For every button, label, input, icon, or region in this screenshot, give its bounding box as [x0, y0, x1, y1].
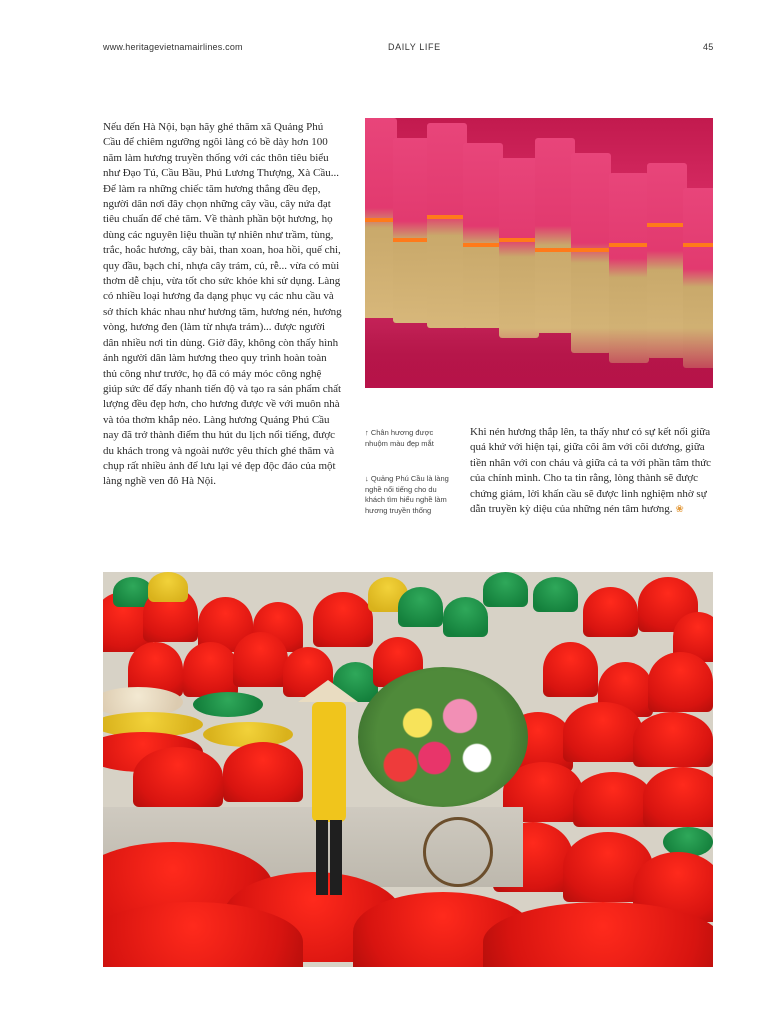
site-url: www.heritagevietnamairlines.com: [103, 42, 243, 52]
article-column-1: Nếu đến Hà Nội, bạn hãy ghé thăm xã Quảng Phú Cầu để chiêm ngưỡng ngôi làng có bề dày hơn 100 năm làm hương truyền thống với các thôn tiêu biểu như Đạo Tú, Cầu Bầu, Phú Lương Thượng, Xà Cầu... Để làm ra những chiếc tăm hương thẳng đều đẹp, người dân nơi đây chọn những cây vầu, cây nứa đạt tiêu chuẩn để chẻ tăm. Về thành phần bột hương, họ dùng các nguyên liệu thuần tự nhiên như trầm, tùng, trắc, hoắc hương, cây bài, than xoan, hoa hồi, quế chi, quy đầu, bạch chỉ, nhựa cây trám, củ, rễ... vừa có mùi thơm dễ chịu, vừa tốt cho sức khỏe khi sử dụng. Làng có nhiều loại hương đa dạng phục vụ các nhu cầu và sở thích khác nhau như hương tăm, hương nén, hương vòng, hương đen (làm từ nhựa trám)... được người dân nhiều nơi tin dùng. Giờ đây, không còn thấy hình ảnh người dân làm hương theo quy trình hoàn toàn thủ công như trước, họ đã có máy móc công nghệ giúp sức để đẩy nhanh tiến độ và tạo ra sản phẩm chất lượng đều đẹp hơn, cho hương được về với muôn nhà và tỏa thơm khắp nẻo. Làng hương Quảng Phú Cầu nay đã trở thành điểm thu hút du lịch nổi tiếng, được du khách trong và ngoài nước yêu thích ghé thăm và chụp rất nhiều ảnh để lưu lại vẻ đẹp độc đáo của một làng nghề ven đô Hà Nội.: [103, 121, 342, 488]
photo-caption-top: ↑ Chân hương được nhuộm màu đẹp mắt: [365, 428, 434, 448]
page-number: 45: [703, 42, 714, 52]
lotus-icon: ❀: [675, 504, 684, 516]
vendor-figure: [298, 680, 358, 895]
article-column-2: [470, 425, 718, 517]
bicycle-wheel: [423, 817, 493, 887]
photo-caption-bottom: ↓ Quảng Phú Cầu là làng nghề nổi tiếng cho du khách tìm hiểu nghề làm hương truyền thống: [365, 474, 449, 515]
section-title: DAILY LIFE: [388, 42, 441, 52]
article-column-2-text: Khi nén hương thắp lên, ta thấy như có sự kết nối giữa quá khứ với hiện tại, giữa cõi âm với cõi dương, giữa tiền nhân với con cháu và giữa cả ta với phần tâm thức của chính mình. Cho ta tin rằng, lòng thành sẽ được chứng giám, lời khấn cầu sẽ được linh nghiệm nhờ sự dẫn truyền kỳ diệu của những nén tâm hương.: [470, 426, 712, 516]
flower-bouquet: [358, 667, 528, 807]
incense-village-photo: [103, 572, 713, 967]
incense-bundles-photo: [365, 118, 713, 388]
